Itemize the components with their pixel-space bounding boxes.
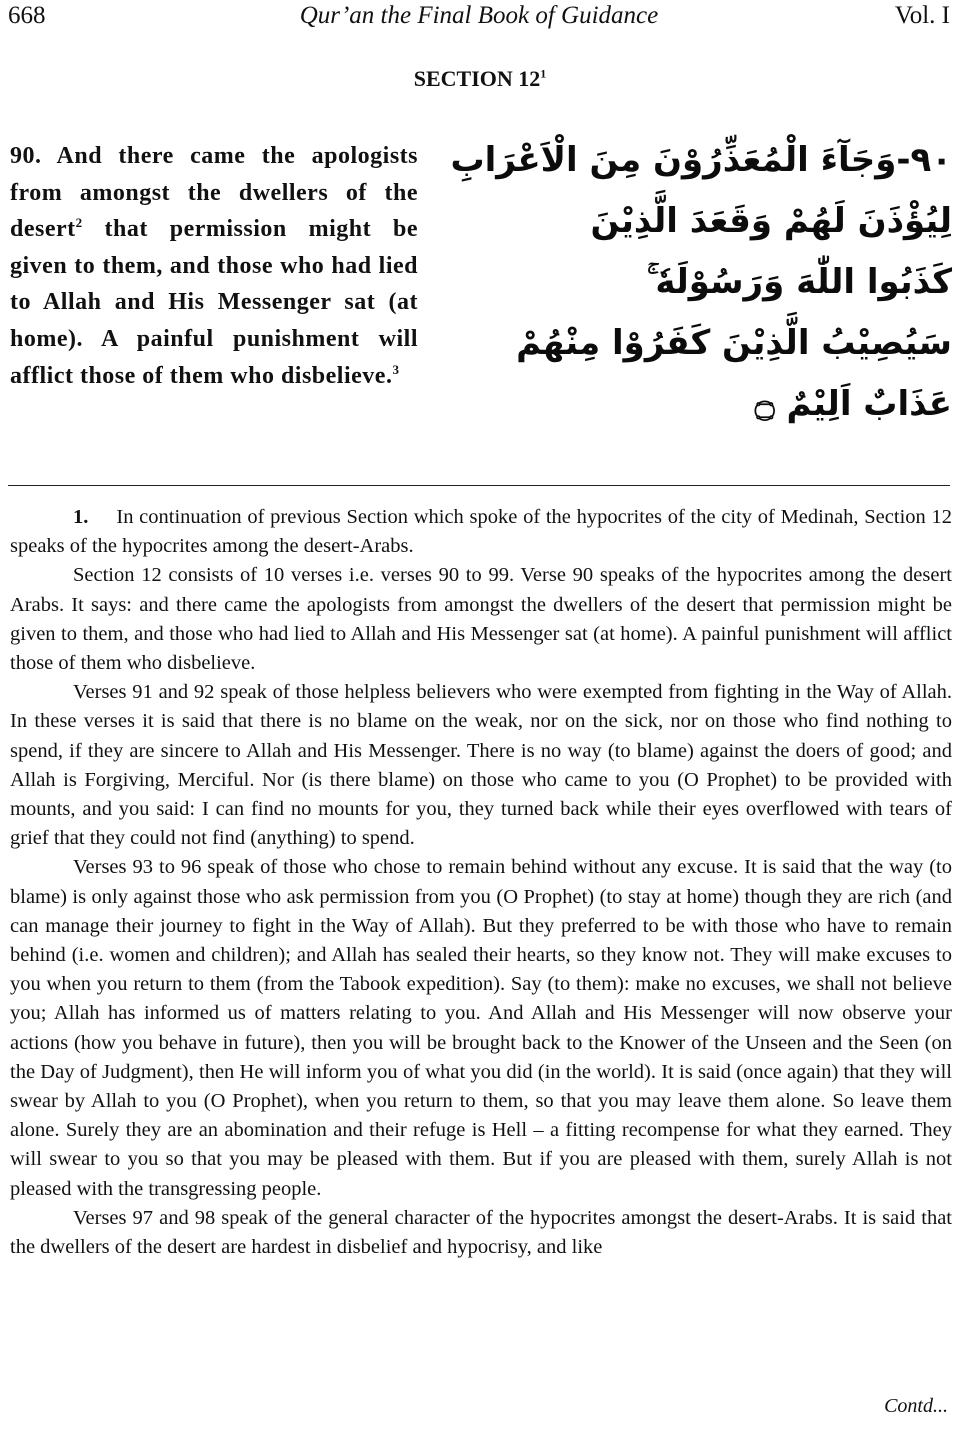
commentary-paragraph-2: Section 12 consists of 10 verses i.e. verses 90 to 99. Verse 90 speaks of the hypocrites among the desert Arabs. It says: and there came the apologists from amongst the dwellers of the desert that permission might be given to them, and those who had lied to Allah and His Messenger sat (at home). A painful punishment will afflict those of them who disbelieve. (10, 564, 952, 675)
commentary-paragraph-1-text: In continuation of previous Section which spoke of the hypocrites of the city of Medinah, Section 12 speaks of the hypocrites among the desert-Arabs. (10, 506, 952, 558)
commentary-paragraph-3: Verses 91 and 92 speak of those helpless believers who were exempted from fighting in the Way of Allah. In these verses it is said that there is no blame on the weak, nor on the sick, nor on those who find nothing to spend, if they are sincere to Allah and His Messenger. There is no way (to blame) against the doers of good; and Allah is Forgiving, Merciful. Nor (is there blame) on those who came to you (O Prophet) to be provided with mounts, and you said: I can find no mounts for you, they turned back while their eyes overflowed with tears of grief that they could not find (anything) to spend. (10, 681, 952, 850)
continued-label: Contd... (884, 1395, 948, 1417)
footnote-ref-2: 2 (75, 215, 83, 231)
arabic-line-1: ٩٠-وَجَآءَ الْمُعَذِّرُوْنَ مِنَ الْاَعْرَابِ (450, 140, 952, 180)
arabic-line-4: سَيُصِيْبُ الَّذِيْنَ كَفَرُوْا مِنْهُمْ (516, 323, 952, 363)
commentary (10, 503, 952, 1262)
commentary-paragraph-1 (10, 503, 952, 561)
footnote-ref-1: 1 (540, 66, 547, 81)
note-number: 1. (73, 506, 89, 528)
footnote-ref-3: 3 (392, 361, 400, 377)
section-title-text: SECTION 12 (413, 66, 541, 91)
section-divider (8, 485, 950, 486)
arabic-line-2: لِيُؤْذَنَ لَهُمْ وَقَعَدَ الَّذِيْنَ (590, 201, 952, 241)
volume-label: Vol. I (894, 2, 950, 29)
page-header (8, 2, 950, 36)
verse-english-part2: that permission might be given to them, and those who had lied to Allah and His Messenger sat (at home). A painful punishment will afflict those of them who disbelieve. (10, 216, 418, 389)
commentary-paragraph-5: Verses 97 and 98 speak of the general character of the hypocrites amongst the desert-Arabs. It is said that the dwellers of the desert are hardest in disbelief and hypocrisy, and like (10, 1206, 952, 1259)
verse-english-part1: 90. And there came the apologists from amongst the dwellers of the desert (10, 143, 418, 243)
page-number: 668 (8, 2, 46, 29)
arabic-line-3: كَذَبُوا اللّٰهَ وَرَسُوْلَهٗ ۚ (646, 262, 952, 302)
verse-english (10, 138, 418, 394)
section-title (0, 66, 960, 92)
arabic-line-5: عَذَابٌ اَلِيْمٌ ۝ (754, 384, 952, 424)
commentary-paragraph-4: Verses 93 to 96 speak of those who chose to remain behind without any excuse. It is said that the way (to blame) is only against those who ask permission from you (O Prophet) (to stay at home) though they are rich (and can manage their journey to fight in the Way of Allah). But they preferred to be with those who have to remain behind (i.e. women and children); and Allah has sealed their hearts, so they know not. They will make excuses to you when you return to them (from the Tabook expedition). Say (to them): make no excuses, we shall not believe you; Allah has informed us of matters relating to you. And Allah and His Messenger will now observe your actions (how you behave in future), then you will be brought back to the Knower of the Unseen and the Seen (on the Day of Judgment), then He will inform you of what you did (in the world). It is said (once again) that they will swear by Allah to you (O Prophet), when you return to them, so that you may leave them alone. So leave them alone. Surely they are an abomination and their refuge is Hell – a fitting recompense for what they earned. They will swear to you so that you may be pleased with them. But if you are pleased with them, surely Allah is not pleased with the transgressing people. (10, 856, 952, 1200)
book-title: Qur’an the Final Book of Guidance (299, 2, 659, 29)
verse-arabic (450, 130, 952, 435)
